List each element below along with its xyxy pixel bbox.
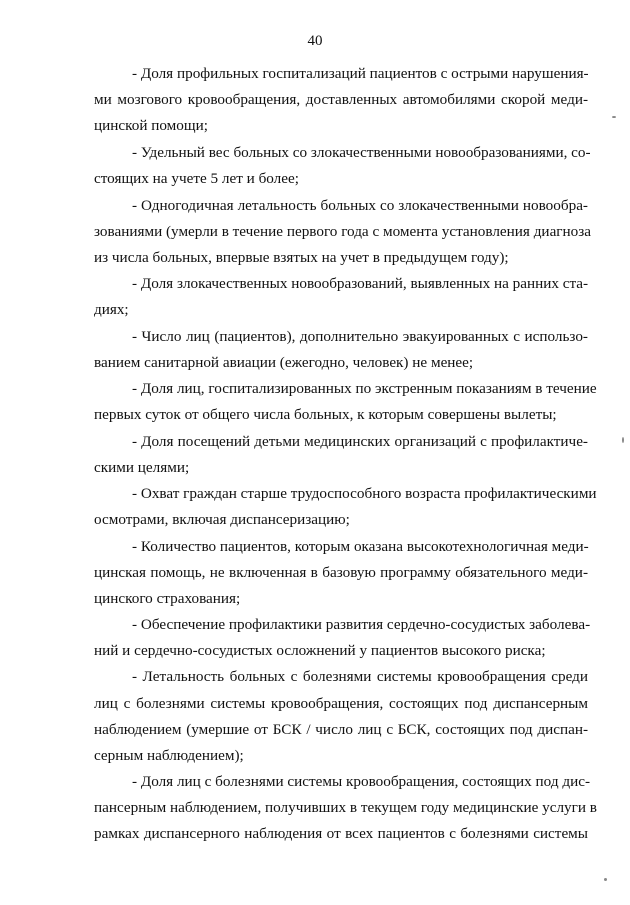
scan-speck bbox=[604, 878, 607, 881]
text-line: ми мозгового кровообращения, доставленных автомобилями скорой меди- bbox=[94, 91, 588, 108]
text-line: цинская помощь, не включенная в базовую программу обязательного меди- bbox=[94, 564, 588, 581]
text-line: - Доля злокачественных новообразований, выявленных на ранних ста- bbox=[132, 275, 589, 292]
text-line: - Охват граждан старше трудоспособного возраста профилактическими bbox=[132, 485, 597, 502]
text-line: лиц с болезнями системы кровообращения, состоящих под диспансерным bbox=[94, 695, 588, 712]
text-line: - Доля профильных госпитализаций пациентов с острыми нарушения- bbox=[132, 65, 589, 82]
text-line: ванием санитарной авиации (ежегодно, человек) не менее; bbox=[94, 354, 474, 371]
text-line: ний и сердечно-сосудистых осложнений у пациентов высокого риска; bbox=[94, 642, 546, 659]
text-line: - Летальность больных с болезнями системы кровообращения среди bbox=[132, 668, 588, 685]
text-line: - Одногодичная летальность больных со злокачественными новообра- bbox=[132, 197, 588, 214]
text-line: стоящих на учете 5 лет и более; bbox=[94, 170, 299, 187]
scan-speck bbox=[622, 437, 624, 443]
text-line: рамках диспансерного наблюдения от всех пациентов с болезнями системы bbox=[94, 825, 588, 842]
text-line: - Обеспечение профилактики развития сердечно-сосудистых заболева- bbox=[132, 616, 591, 633]
text-line: - Доля лиц, госпитализированных по экстренным показаниям в течение bbox=[132, 380, 597, 397]
text-line: цинского страхования; bbox=[94, 590, 241, 607]
text-line: пансерным наблюдением, получивших в текущем году медицинские услуги в bbox=[94, 799, 597, 816]
text-line: наблюдением (умершие от БСК / число лиц с БСК, состоящих под диспан- bbox=[94, 721, 588, 738]
page-number: 40 bbox=[307, 33, 323, 49]
text-line: - Число лиц (пациентов), дополнительно эвакуированных с использо- bbox=[132, 328, 588, 345]
text-line: диях; bbox=[94, 301, 129, 318]
scan-speck bbox=[612, 116, 616, 118]
text-line: из числа больных, впервые взятых на учет в предыдущем году); bbox=[94, 249, 509, 266]
text-line: осмотрами, включая диспансеризацию; bbox=[94, 511, 350, 528]
text-line: серным наблюдением); bbox=[94, 747, 244, 764]
text-line: цинской помощи; bbox=[94, 117, 208, 134]
text-line: - Доля посещений детьми медицинских организаций с профилактиче- bbox=[132, 433, 588, 450]
text-line: - Удельный вес больных со злокачественными новообразованиями, со- bbox=[132, 144, 591, 161]
text-line: скими целями; bbox=[94, 459, 190, 476]
text-line: первых суток от общего числа больных, к которым совершены вылеты; bbox=[94, 406, 557, 423]
text-line: зованиями (умерли в течение первого года с момента установления диагноза bbox=[94, 223, 591, 240]
text-line: - Доля лиц с болезнями системы кровообращения, состоящих под дис- bbox=[132, 773, 591, 790]
text-line: - Количество пациентов, которым оказана высокотехнологичная меди- bbox=[132, 538, 589, 555]
